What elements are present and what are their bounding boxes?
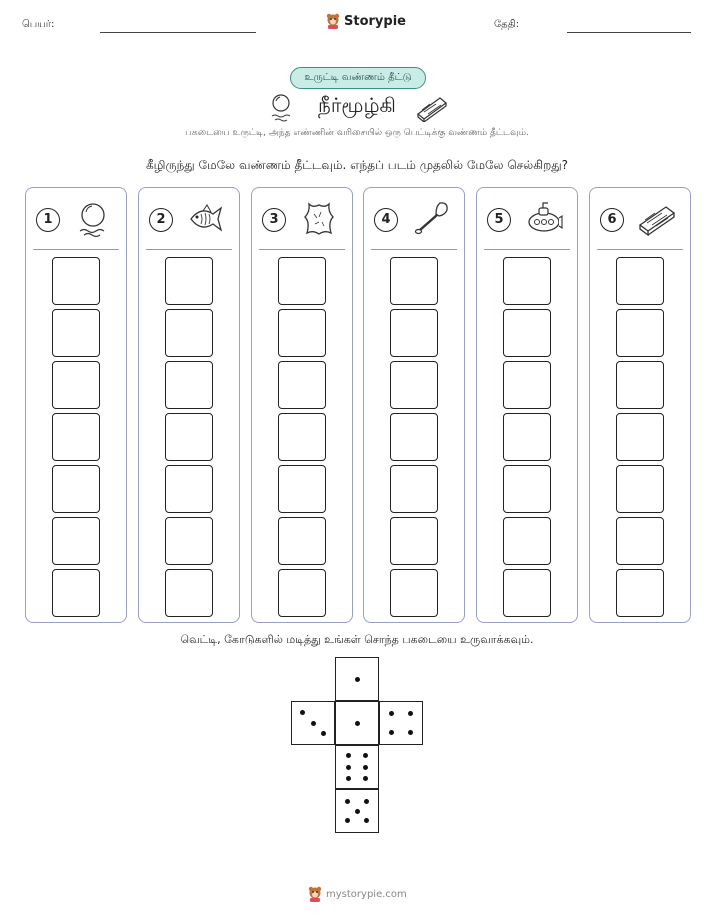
color-box[interactable] (278, 517, 326, 565)
die-pip (363, 753, 368, 758)
die-pip (355, 677, 360, 682)
color-box[interactable] (390, 569, 438, 617)
color-box[interactable] (503, 465, 551, 513)
column-divider (484, 249, 570, 250)
column-number: 4 (374, 208, 398, 232)
die-pip (355, 809, 360, 814)
wood-plank-icon (638, 200, 676, 238)
die-pip (408, 730, 413, 735)
die-pip (408, 711, 413, 716)
die-pip (345, 799, 350, 804)
color-box[interactable] (278, 361, 326, 409)
color-box[interactable] (278, 465, 326, 513)
activity-tag: உருட்டி வண்ணம் தீட்டு (290, 67, 426, 89)
footer (308, 886, 407, 902)
wood-plank-icon (416, 94, 448, 122)
name-line[interactable] (100, 32, 256, 33)
die-face (335, 701, 379, 745)
color-box[interactable] (503, 569, 551, 617)
color-box[interactable] (503, 517, 551, 565)
roll-column-3 (251, 187, 353, 623)
cut-instruction: வெட்டி, கோடுகளில் மடித்து உங்கள் சொந்த பகடையை உருவாக்கவும். (180, 633, 534, 646)
color-box[interactable] (616, 465, 664, 513)
color-box[interactable] (390, 309, 438, 357)
roll-column-5 (476, 187, 578, 623)
fish-icon (187, 200, 225, 238)
date-line[interactable] (567, 32, 691, 33)
die-face (335, 745, 379, 789)
column-divider (597, 249, 683, 250)
color-box[interactable] (52, 361, 100, 409)
color-box[interactable] (165, 309, 213, 357)
color-box[interactable] (52, 517, 100, 565)
color-box[interactable] (616, 361, 664, 409)
color-box[interactable] (52, 569, 100, 617)
color-box[interactable] (390, 361, 438, 409)
column-divider (146, 249, 232, 250)
color-box[interactable] (52, 257, 100, 305)
bear-mascot-icon (308, 886, 322, 902)
column-number: 1 (36, 208, 60, 232)
die-pip (300, 710, 305, 715)
color-box[interactable] (278, 413, 326, 461)
die-face (379, 701, 423, 745)
die-face (335, 789, 379, 833)
submarine-icon (525, 200, 563, 238)
die-pip (389, 711, 394, 716)
column-number: 5 (487, 208, 511, 232)
page-title: நீர்மூழ்கி (318, 93, 396, 117)
color-box[interactable] (278, 569, 326, 617)
column-divider (259, 249, 345, 250)
leather-icon (300, 200, 338, 238)
color-box[interactable] (503, 257, 551, 305)
color-box[interactable] (616, 309, 664, 357)
roll-column-1 (25, 187, 127, 623)
color-box[interactable] (52, 465, 100, 513)
die-pip (311, 721, 316, 726)
color-box[interactable] (165, 257, 213, 305)
die-face (335, 657, 379, 701)
die-pip (345, 818, 350, 823)
color-box[interactable] (390, 257, 438, 305)
color-box[interactable] (390, 517, 438, 565)
die-pip (346, 753, 351, 758)
die-face (291, 701, 335, 745)
date-label: தேதி: (494, 19, 520, 30)
color-box[interactable] (616, 517, 664, 565)
die-pip (363, 776, 368, 781)
color-box[interactable] (165, 517, 213, 565)
column-number: 6 (600, 208, 624, 232)
color-box[interactable] (503, 361, 551, 409)
die-pip (346, 776, 351, 781)
paddle-icon (412, 200, 450, 238)
die-pip (346, 765, 351, 770)
die-pip (321, 731, 326, 736)
color-box[interactable] (390, 465, 438, 513)
brand-name: Storypie (344, 13, 406, 29)
color-box[interactable] (616, 569, 664, 617)
roll-column-4 (363, 187, 465, 623)
bear-mascot-icon (326, 13, 340, 29)
column-number: 3 (262, 208, 286, 232)
die-pip (389, 730, 394, 735)
column-divider (371, 249, 457, 250)
color-box[interactable] (503, 309, 551, 357)
die-pip (363, 765, 368, 770)
name-label: பெயர்: (22, 19, 55, 30)
color-box[interactable] (165, 413, 213, 461)
die-pip (364, 818, 369, 823)
color-box[interactable] (390, 413, 438, 461)
die-pip (364, 799, 369, 804)
bubble-icon (74, 200, 112, 238)
roll-column-6 (589, 187, 691, 623)
column-divider (33, 249, 119, 250)
color-box[interactable] (165, 361, 213, 409)
subtitle: பகடையை உருட்டி, அந்த எண்ணின் வரிசையில் ஒரு பெட்டிக்கு வண்ணம் தீட்டவும். (185, 128, 529, 138)
brand-logo (326, 13, 406, 29)
color-box[interactable] (278, 309, 326, 357)
color-box[interactable] (616, 257, 664, 305)
die-pip (355, 721, 360, 726)
color-box[interactable] (503, 413, 551, 461)
color-box[interactable] (616, 413, 664, 461)
color-box[interactable] (165, 465, 213, 513)
column-number: 2 (149, 208, 173, 232)
question-text: கீழிருந்து மேலே வண்ணம் தீட்டவும். எந்தப் படம் முதலில் மேலே செல்கிறது? (145, 158, 569, 172)
roll-column-2 (138, 187, 240, 623)
color-box[interactable] (278, 257, 326, 305)
color-box[interactable] (52, 413, 100, 461)
footer-url: mystorypie.com (326, 888, 407, 900)
color-box[interactable] (52, 309, 100, 357)
color-box[interactable] (165, 569, 213, 617)
